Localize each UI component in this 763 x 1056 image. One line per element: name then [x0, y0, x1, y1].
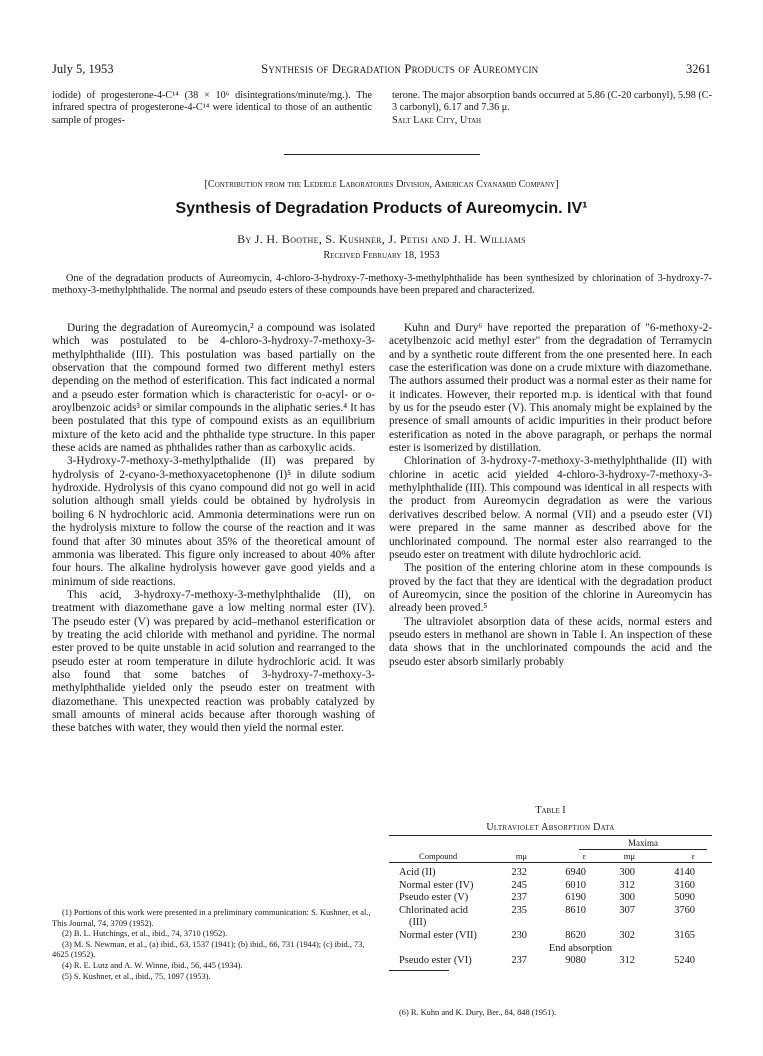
abstract: One of the degradation products of Aureomycin, 4-chloro-3-hydroxy-7-methoxy-3-methylphthalide has been synthesized by chlorination of 3-hydroxy-7-methoxy-3-methylphthalide. The normal and pseudo esters of these compounds have been prepared and characterized.	[52, 273, 712, 297]
contribution-line: [Contribution from the Lederle Laboratories Division, American Cyanamid Company]	[204, 179, 559, 190]
cell-value: 5090	[674, 892, 695, 904]
cell-compound: (III)	[409, 917, 427, 929]
cell-compound: Chlorinated acid	[399, 904, 468, 916]
header-title: Synthesis of Degradation Products of Aureomycin	[261, 62, 539, 76]
cell-compound: Normal ester (VII)	[399, 929, 477, 941]
header-epsilon-2: ε	[691, 851, 695, 861]
end-absorption-label: End absorption	[548, 942, 613, 954]
previous-article-right-text: terone. The major absorption bands occurred at 5.86 (C-20 carbonyl), 5.98 (C-3 carbonyl), 6.17 and 7.36 μ.	[392, 90, 712, 114]
table-row	[389, 905, 712, 918]
table-caption: Table I	[535, 805, 566, 816]
paragraph: Kuhn and Dury⁶ have reported the preparation of "6-methoxy-2-acetylbenzoic acid methyl ester" from the degradation of Terramycin and by a synthetic route different from the one presented here. In each case the esterification was done on a crude mixture with diazomethane. The authors assumed their product was a normal ester as their name for it indicates. However, their reported m.p. is identical with that found by us for the pseudo ester (V). This anomaly might be explained by the presence of small amounts of acidic impurities in their product before esterification as noted in the above paragraph, or perhaps the normal ester is isomerized by distillation.	[389, 322, 712, 455]
cell-value: 6190	[565, 892, 586, 904]
running-head	[52, 62, 711, 77]
cell-value: 8610	[565, 904, 586, 916]
cell-value: 3165	[674, 929, 695, 941]
footnotes-left	[52, 908, 375, 982]
body-column-right	[389, 322, 712, 669]
previous-article-left-text: iodide) of progesterone-4-C¹⁴ (38 × 10⁶ disintegrations/minute/mg.). The infrared spectra of progesterone-4-C¹⁴ were identical to those of an authentic sample of proges-	[52, 90, 372, 126]
paragraph: During the degradation of Aureomycin,² a compound was isolated which was postulated to be 4-chloro-3-hydroxy-7-methoxy-3-methylphthalide (III). This postulation was based partially on the observation that the compound formed two different methyl esters depending on the method of esterification. This fact indicated a normal and a pseudo ester formation which is characteristic for o-acyl- or o-aroylbenzoic acids³ or similar compounds in the aliphatic series.⁴ It has been postulated that this type of compound exists as an equilibrium mixture of the keto acid and the phthalide type structure. In this paper these acids are named as phthalides rather than as carboxylic acids.	[52, 322, 375, 455]
cell-value: 6010	[565, 879, 586, 891]
footnote: (1) Portions of this work were presented in a preliminary communication: S. Kushner, et al., This Journal, 74, 3709 (1952).	[52, 908, 371, 928]
body-column-left	[52, 322, 375, 736]
section-divider	[284, 154, 480, 155]
previous-article-tail	[52, 90, 712, 127]
header-wavelength-2: mμ	[623, 851, 635, 861]
cell-value: 3160	[674, 879, 695, 891]
table-row	[389, 867, 712, 880]
article-title: Synthesis of Degradation Products of Aureomycin. IV¹	[175, 200, 588, 217]
footnote: (4) R. E. Lutz and A. W. Winne, ibid., 56, 445 (1934).	[62, 960, 243, 970]
footnote-rule	[389, 970, 449, 971]
header-wavelength-1: mμ	[515, 851, 527, 861]
footnote: (2) B. L. Hutchings, et al., ibid., 74, 3710 (1952).	[62, 929, 228, 939]
header-epsilon-1: ε	[582, 851, 586, 861]
footnote-right: (6) R. Kuhn and K. Dury, Ber., 84, 848 (1951).	[399, 1008, 557, 1017]
cell-value: 8620	[565, 929, 586, 941]
cell-value: 4140	[674, 867, 695, 878]
cell-value: 312	[619, 955, 635, 967]
previous-article-left	[52, 90, 372, 127]
table-title: Ultraviolet Absorption Data	[486, 822, 615, 833]
paragraph: 3-Hydroxy-7-methoxy-3-methylpthalide (II) was prepared by hydrolysis of 2-cyano-3-methoxyacetophenone (I)⁵ in dilute sodium hydroxide. Hydrolysis of this cyano compound did not go well in acid solution although small yields could be obtained by hydrolysis in boiling 6 N hydrochloric acid. Ammonia determinations were run on the hydrolysis mixture to follow the course of the reaction and it was found that after 30 minutes about 35% of the theoretical amount of ammonia was liberated. This figure only increased to about 40% after four hours. The alkaline hydrolysis however gave good yields and a minimum of side reactions.	[52, 455, 375, 588]
previous-article-city: Salt Lake City, Utah	[392, 114, 482, 126]
header-date: July 5, 1953	[52, 62, 114, 76]
table-row	[389, 880, 712, 893]
cell-value: 3760	[674, 904, 695, 916]
table-row	[389, 930, 712, 943]
cell-value: 312	[619, 879, 635, 891]
cell-value: 302	[619, 929, 635, 941]
cell-value: 300	[619, 867, 635, 878]
cell-value: 235	[511, 904, 527, 916]
cell-value: 237	[511, 892, 527, 904]
footnote: (3) M. S. Newman, et al., (a) ibid., 63, 1537 (1941); (b) ibid., 66, 731 (1944); (c) ibid., 73, 4625 (1952).	[52, 939, 365, 960]
table-row	[389, 892, 712, 905]
cell-value: 230	[511, 929, 527, 941]
table-header	[389, 836, 712, 862]
cell-value: 300	[619, 892, 635, 904]
absorption-table	[389, 835, 712, 971]
header-compound: Compound	[419, 851, 458, 861]
cell-value: 6940	[565, 867, 586, 878]
maxima-rule	[579, 849, 707, 850]
cell-value: 232	[511, 867, 527, 878]
paragraph: Chlorination of 3-hydroxy-7-methoxy-3-methylphthalide (II) with chlorine in acetic acid yielded 4-chloro-3-hydroxy-7-methoxy-3-methylphthalide (III). This compound was identical in all respects with the product from Aureomycin degradation as were the various derivatives described below. A normal (VII) and a pseudo ester (VI) were prepared in the same manner as described above for the unchlorinated compound. The normal ester also rearranged to the pseudo ester on treatment with dilute hydrochloric acid.	[389, 455, 712, 561]
maxima-group-header: Maxima	[628, 838, 658, 848]
paragraph: The position of the entering chlorine atom in these compounds is proved by the fact that they are identical with the degradation product of Aureomycin, since the position of the chlorine in Aureomycin has already been proved.⁵	[389, 562, 712, 615]
cell-value: 9080	[565, 955, 586, 967]
cell-compound: Acid (II)	[399, 867, 436, 878]
cell-value: 307	[619, 904, 635, 916]
paragraph: The ultraviolet absorption data of these acids, normal esters and pseudo esters in methanol are shown in Table I. An inspection of these data shows that in the unchlorinated compounds the acid and the pseudo ester absorb similarly probably	[389, 615, 712, 668]
page-number: 3261	[686, 62, 711, 76]
footnote: (5) S. Kushner, et al., ibid., 75, 1097 (1953).	[62, 971, 211, 981]
author-line: By J. H. Boothe, S. Kushner, J. Petisi and J. H. Williams	[237, 232, 526, 246]
table-row	[389, 917, 712, 930]
paragraph: This acid, 3-hydroxy-7-methoxy-3-methylphthalide (II), on treatment with diazomethane gave a low melting normal ester (IV). The pseudo ester (V) was prepared by acid–methanol esterification or by treating the acid chloride with methanol and pyridine. The normal ester proved to be quite unstable in acid solution and rearranged to the pseudo ester at room temperature in dilute hydrochloric acid. It was also found that some batches of 3-hydroxy-7-methoxy-3-methylphthalide yielded only the pseudo ester on treatment with diazomethane. This unexpected reaction was probably catalyzed by small amounts of mineral acids because after thorough washing of these batches with water, they would then yield the normal ester.	[52, 588, 375, 735]
cell-compound: Pseudo ester (VI)	[399, 955, 472, 967]
received-date: Received February 18, 1953	[323, 250, 440, 261]
cell-compound: Pseudo ester (V)	[399, 892, 469, 904]
table-row	[389, 955, 712, 968]
cell-value: 237	[511, 955, 527, 967]
cell-value: 245	[511, 879, 527, 891]
previous-article-right	[392, 90, 712, 127]
cell-value: 5240	[674, 955, 695, 967]
cell-compound: Normal ester (IV)	[399, 879, 474, 891]
